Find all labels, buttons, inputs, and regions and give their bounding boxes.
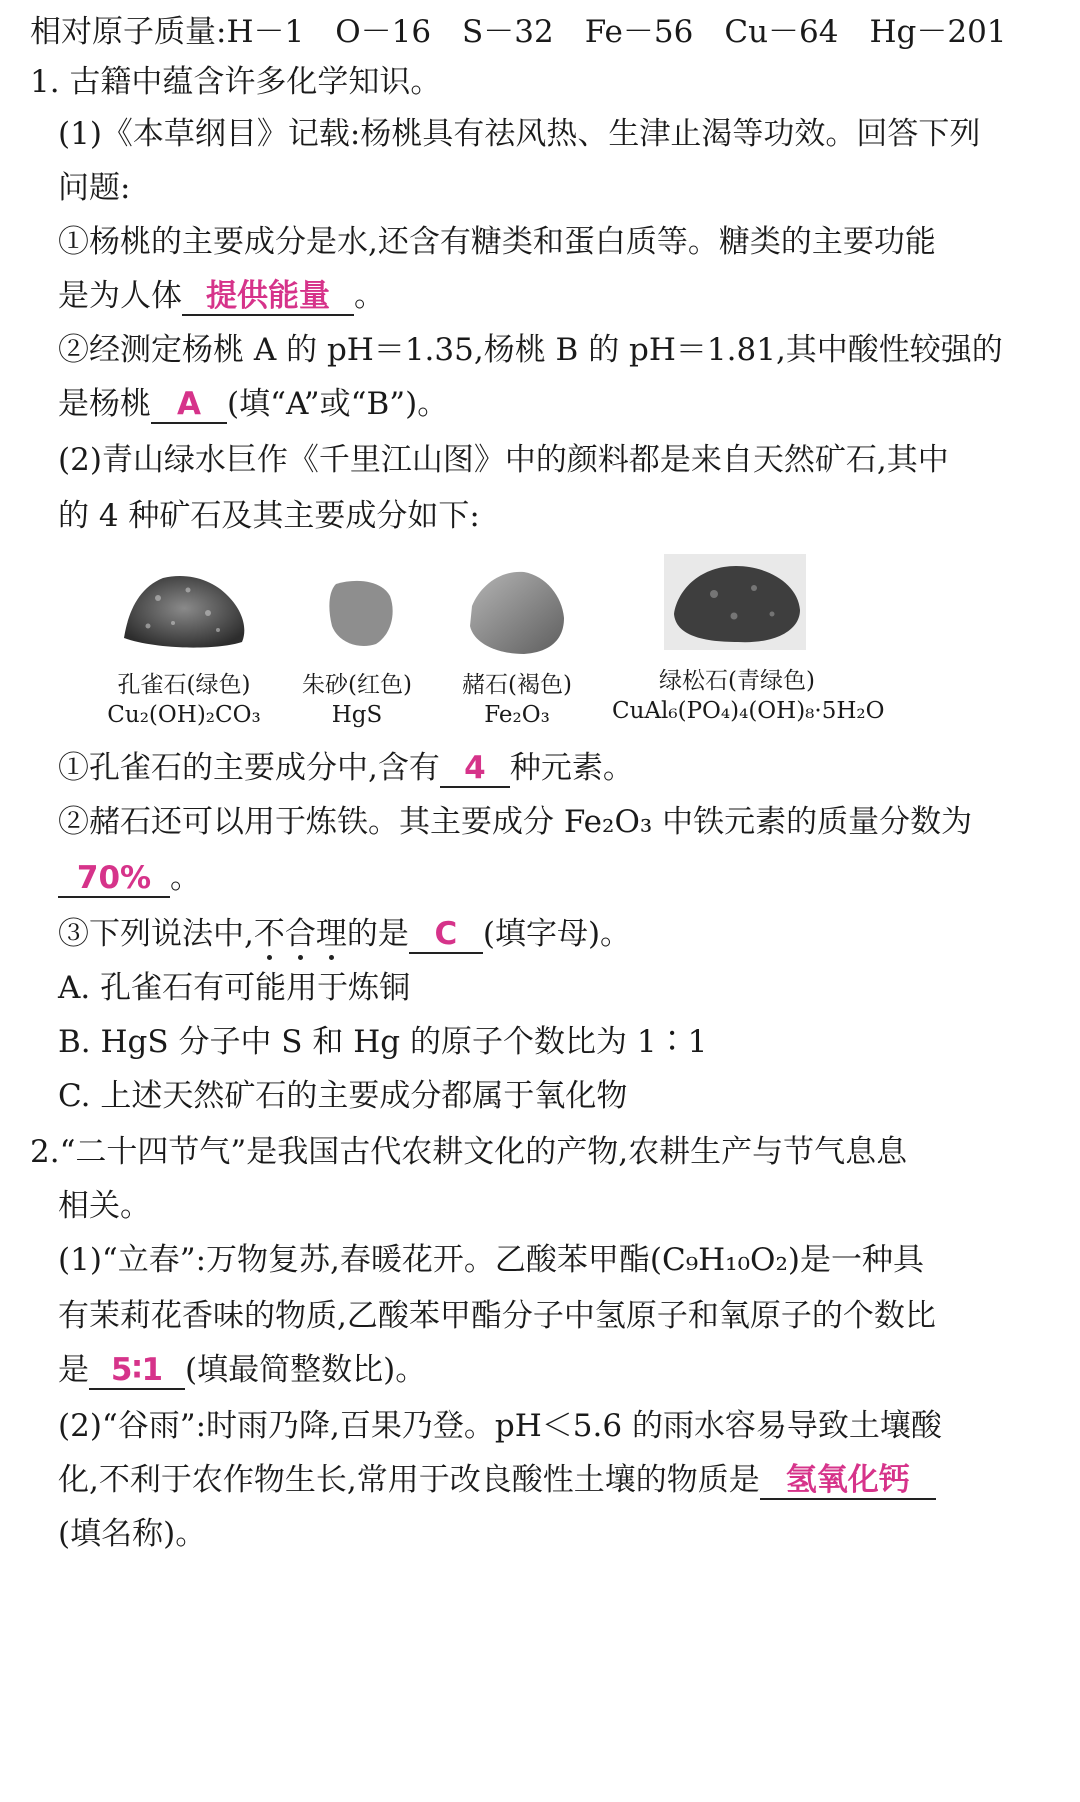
turquoise-name: 绿松石(青绿色) — [659, 668, 815, 694]
q2-part2-line2 — [58, 1460, 936, 1500]
q2-p2-text: 化,不利于农作物生长,常用于改良酸性土壤的物质是 — [58, 1462, 760, 1498]
emphasis-char-3: 理 — [315, 916, 347, 952]
q1-s3-mid: 的是 — [346, 916, 409, 952]
q1-sub1-line2 — [58, 276, 385, 316]
q1-sub2-pre: 是杨桃 — [58, 386, 151, 422]
hematite-formula: Fe₂O₃ — [484, 702, 550, 728]
question-1-stem: 1. 古籍中蕴含许多化学知识。 — [30, 64, 442, 100]
q1-sub1-post: 。 — [354, 278, 385, 314]
answer-blank-unreasonable: C — [409, 916, 483, 954]
q1-part2-line2: 的 4 种矿石及其主要成分如下: — [58, 498, 480, 534]
q1-sub2-line1: ②经测定杨桃 A 的 pH＝1.35,杨桃 B 的 pH＝1.81,其中酸性较强的 — [58, 332, 1003, 368]
cinnabar-image — [326, 576, 396, 648]
answer-blank-energy: 提供能量 — [182, 278, 354, 316]
answer-blank-elements: 4 — [440, 750, 510, 788]
q2-part1-line1: (1)“立春”:万物复苏,春暖花开。乙酸苯甲酯(C₉H₁₀O₂)是一种具 — [58, 1242, 924, 1278]
answer-blank-ratio: 5∶1 — [89, 1352, 185, 1390]
malachite-name: 孔雀石(绿色) — [117, 672, 251, 698]
option-c: C. 上述天然矿石的主要成分都属于氧化物 — [58, 1078, 628, 1114]
cinnabar-name: 朱砂(红色) — [302, 672, 412, 698]
hematite-name: 赭石(褐色) — [462, 672, 572, 698]
q1-s1-post: 种元素。 — [509, 750, 634, 786]
q1-sub2-line2 — [58, 384, 448, 424]
answer-blank-substance: 氢氧化钙 — [760, 1462, 936, 1500]
q1-s3-pre: ③下列说法中, — [58, 916, 254, 952]
question-2-stem-line2: 相关。 — [58, 1188, 151, 1224]
mineral-malachite — [98, 670, 270, 730]
q1-sub1-pre: 是为人体 — [58, 278, 182, 314]
q1-part1-line1: (1)《本草纲目》记载:杨桃具有祛风热、生津止渴等功效。回答下列 — [58, 116, 981, 152]
emphasis-char-1: 不 — [253, 916, 285, 952]
turquoise-image — [664, 554, 806, 650]
q1-s2-line2 — [58, 858, 201, 898]
option-b: B. HgS 分子中 S 和 Hg 的原子个数比为 1∶1 — [58, 1024, 708, 1060]
q1-s2-post: 。 — [170, 860, 201, 896]
q1-part1-line2: 问题: — [58, 170, 131, 206]
q1-s3-line — [58, 914, 631, 954]
q2-part1-line3 — [58, 1350, 426, 1390]
mineral-cinnabar — [282, 670, 432, 730]
q1-sub2-post: (填“A”或“B”)。 — [227, 386, 449, 422]
answer-blank-mass-fraction: 70% — [58, 860, 170, 898]
q1-sub1-line1: ①杨桃的主要成分是水,还含有糖类和蛋白质等。糖类的主要功能 — [58, 224, 936, 260]
cinnabar-formula: HgS — [331, 702, 383, 728]
emphasis-char-2: 合 — [284, 916, 316, 952]
malachite-image — [118, 568, 250, 652]
turquoise-formula: CuAl₆(PO₄)₄(OH)₈·5H₂O — [612, 698, 885, 724]
malachite-formula: Cu₂(OH)₂CO₃ — [107, 702, 261, 728]
q2-p1-pre: 是 — [58, 1352, 89, 1388]
relative-atomic-mass: 相对原子质量:H－1 O－16 S－32 Fe－56 Cu－64 Hg－201 — [30, 14, 1007, 50]
q1-part2-line1: (2)青山绿水巨作《千里江山图》中的颜料都是来自天然矿石,其中 — [58, 442, 949, 478]
mineral-turquoise — [612, 666, 885, 726]
q1-s1-line — [58, 748, 634, 788]
q2-part2-line3: (填名称)。 — [58, 1516, 207, 1552]
q2-p1-post: (填最简整数比)。 — [185, 1352, 427, 1388]
q1-s2-line1: ②赭石还可以用于炼铁。其主要成分 Fe₂O₃ 中铁元素的质量分数为 — [58, 804, 973, 840]
mineral-hematite — [442, 670, 592, 730]
q2-part2-line1: (2)“谷雨”:时雨乃降,百果乃登。pH＜5.6 的雨水容易导致土壤酸 — [58, 1408, 942, 1444]
option-a: A. 孔雀石有可能用于炼铜 — [58, 970, 411, 1006]
answer-blank-starfruit: A — [151, 386, 227, 424]
question-2-stem-line1: 2.“二十四节气”是我国古代农耕文化的产物,农耕生产与节气息息 — [30, 1134, 908, 1170]
q1-s1-pre: ①孔雀石的主要成分中,含有 — [58, 750, 440, 786]
hematite-image — [464, 566, 568, 658]
q1-s3-post: (填字母)。 — [482, 916, 632, 952]
q2-part1-line2: 有茉莉花香味的物质,乙酸苯甲酯分子中氢原子和氧原子的个数比 — [58, 1298, 936, 1334]
